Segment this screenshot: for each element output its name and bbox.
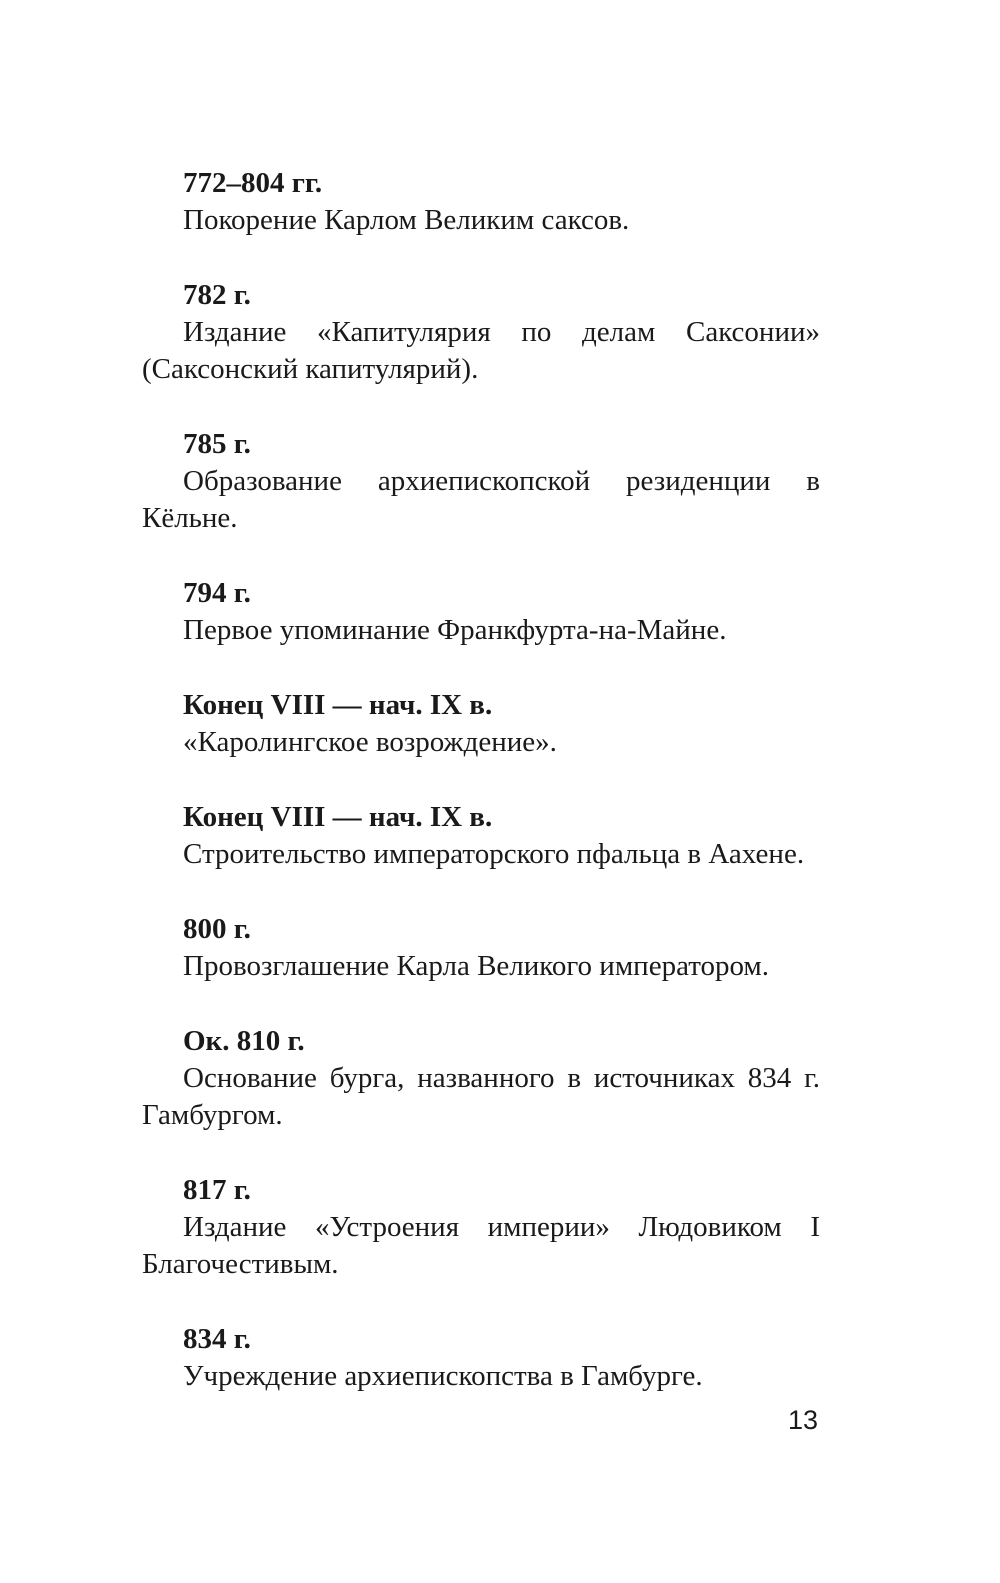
entry-date: Конец VIII — нач. IX в. (183, 689, 493, 721)
entry-text: Провозглашение Карла Великого императором. (183, 950, 770, 982)
entry-text: Основание бурга, названного в источниках 834 г. Гамбургом. (142, 1062, 820, 1131)
entry-text: Издание «Капитулярия по делам Саксонии» (Саксонский капитулярий). (142, 316, 820, 385)
chronology-entry (142, 277, 820, 388)
entry-text: Издание «Устроения империи» Людовиком I Благочестивым. (142, 1211, 820, 1280)
page-number: 13 (787, 1405, 818, 1435)
entry-date: 800 г. (183, 913, 251, 945)
chronology-entry (142, 1321, 820, 1395)
entry-text: Первое упоминание Франкфурта-на-Майне. (183, 614, 727, 646)
chronology-entry (142, 1172, 820, 1283)
entry-text: Строительство императорского пфальца в Аахене. (183, 838, 805, 870)
entry-text: «Каролингское возрождение». (183, 726, 557, 758)
entry-date: Ок. 810 г. (183, 1025, 305, 1057)
entry-text: Образование архиепископской резиденции в Кёльне. (142, 465, 820, 534)
chronology-entry (142, 575, 820, 649)
chronology-entry (142, 426, 820, 537)
chronology-list (142, 165, 820, 1433)
chronology-entry (142, 799, 820, 873)
entry-date: 772–804 гг. (183, 167, 323, 199)
entry-date: 782 г. (183, 279, 251, 311)
entry-date: Конец VIII — нач. IX в. (183, 801, 493, 833)
chronology-entry (142, 165, 820, 239)
entry-date: 834 г. (183, 1323, 251, 1355)
entry-date: 785 г. (183, 428, 251, 460)
chronology-entry (142, 1023, 820, 1134)
entry-date: 794 г. (183, 577, 251, 609)
entry-text: Покорение Карлом Великим саксов. (183, 204, 630, 236)
chronology-entry (142, 687, 820, 761)
entry-date: 817 г. (183, 1174, 251, 1206)
entry-text: Учреждение архиепископства в Гамбурге. (183, 1360, 703, 1392)
chronology-entry (142, 911, 820, 985)
